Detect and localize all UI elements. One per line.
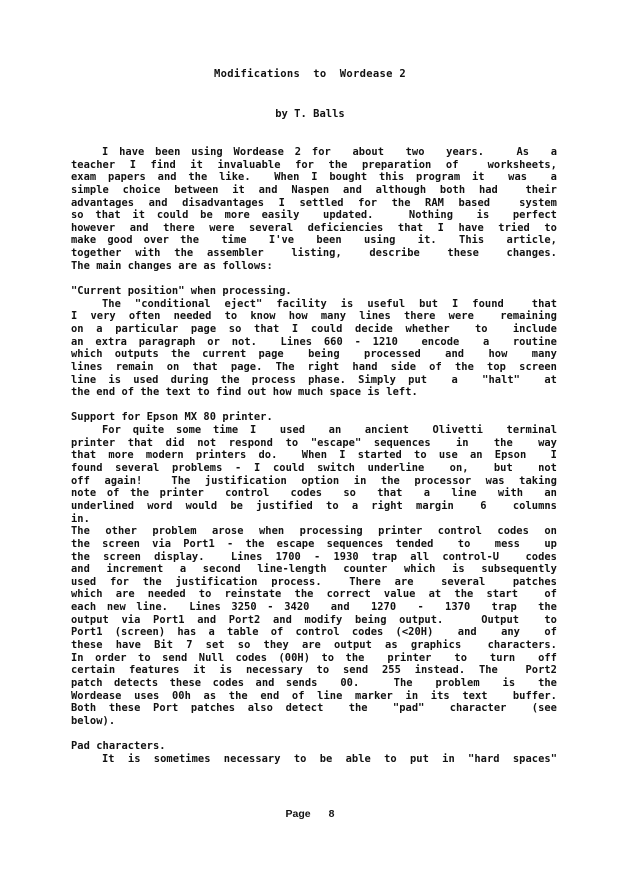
paragraph-gap: [71, 272, 557, 285]
text-line: advantages and disadvantages I settled for the RAM based system: [71, 196, 557, 209]
text-line: however and there were several deficiencies that I have tried to: [71, 221, 557, 234]
page-footer: [0, 808, 620, 820]
text-line: together with the assembler listing, describe these changes.: [71, 247, 557, 260]
intro-paragraph: [71, 146, 557, 272]
section-heading: Pad characters.: [71, 740, 166, 753]
text-line: line is used during the process phase. Simply put a "halt" at: [71, 373, 557, 386]
text-line: off again! The justification option in the processor was taking: [71, 474, 557, 487]
section-epson-support: [71, 411, 557, 727]
text-line: used for the justification process. There are several patches: [71, 575, 557, 588]
page-label: Page: [285, 808, 311, 820]
text-line: in.: [71, 512, 90, 525]
text-line: Wordease uses 00h as the end of line marker in its text buffer.: [71, 689, 557, 702]
text-line: each new line. Lines 3250 - 3420 and 1270 - 1370 trap the: [71, 601, 557, 614]
section-heading: Support for Epson MX 80 printer.: [71, 411, 273, 424]
text-line: the screen display. Lines 1700 - 1930 trap all control-U codes: [71, 550, 557, 563]
text-line: I have been using Wordease 2 for about two years. As a: [102, 146, 557, 158]
text-line: that more modern printers do. When I started to use an Epson I: [71, 449, 557, 462]
paragraph-gap: [71, 727, 557, 740]
text-line: The "conditional eject" facility is useful but I found that: [102, 297, 557, 310]
text-line: output via Port1 and Port2 and modify being output. Output to: [71, 613, 557, 626]
text-line: these have Bit 7 set so they are output as graphics characters.: [71, 638, 557, 651]
text-line: which outputs the current page being processed and how many: [71, 348, 557, 361]
text-line: the end of the text to find out how much space is left.: [71, 386, 418, 399]
text-line: exam papers and the like. When I bought this program it was a: [71, 171, 557, 184]
section-current-position: [71, 285, 557, 399]
page-number: 8: [328, 808, 335, 820]
text-line: For quite some time I used an ancient Olivetti terminal: [102, 424, 557, 437]
text-line: Port1 (screen) has a table of control codes (<20H) and any of: [71, 626, 557, 639]
text-line: make good over the time I've been using it. This article,: [71, 234, 557, 247]
section-pad-characters: [71, 740, 557, 765]
article-body: [71, 146, 557, 765]
text-line: printer that did not respond to "escape" sequences in the way: [71, 436, 557, 449]
document-title: Modifications to Wordease 2: [213, 68, 407, 80]
section-heading: "Current position" when processing.: [71, 285, 292, 298]
text-line: certain features it is necessary to send 255 instead. The Port2: [71, 664, 557, 677]
text-line: so that it could be more easily updated. Nothing is perfect: [71, 209, 557, 222]
text-line: Both these Port patches also detect the "pad" character (see: [71, 702, 557, 715]
text-line: patch detects these codes and sends 00. The problem is the: [71, 676, 557, 689]
author-byline: by T. Balls: [275, 108, 345, 120]
text-line: note of the printer control codes so that a line with an: [71, 487, 557, 500]
text-line: below).: [71, 714, 116, 727]
text-line: The other problem arose when processing printer control codes on: [71, 525, 557, 538]
text-line: In order to send Null codes (00H) to the printer to turn off: [71, 651, 557, 664]
text-line: found several problems - I could switch underline on, but not: [71, 462, 557, 475]
text-line: an extra paragraph or not. Lines 660 - 1210 encode a routine: [71, 335, 557, 348]
text-line: The main changes are as follows:: [71, 259, 273, 272]
text-line: teacher I find it invaluable for the preparation of worksheets,: [71, 158, 557, 171]
text-line: It is sometimes necessary to be able to put in "hard spaces": [102, 752, 557, 765]
text-line: lines remain on that page. The right hand side of the top screen: [71, 360, 557, 373]
text-line: simple choice between it and Naspen and although both had their: [71, 183, 557, 196]
text-line: and increment a second line-length counter which is subsequently: [71, 563, 557, 576]
text-line: underlined word would be justified to a right margin 6 columns: [71, 499, 557, 512]
text-line: I very often needed to know how many lines there were remaining: [71, 310, 557, 323]
text-line: which are needed to reinstate the correct value at the start of: [71, 588, 557, 601]
paragraph-gap: [71, 399, 557, 412]
text-line: the screen via Port1 - the escape sequences tended to mess up: [71, 537, 557, 550]
text-line: on a particular page so that I could decide whether to include: [71, 322, 557, 335]
